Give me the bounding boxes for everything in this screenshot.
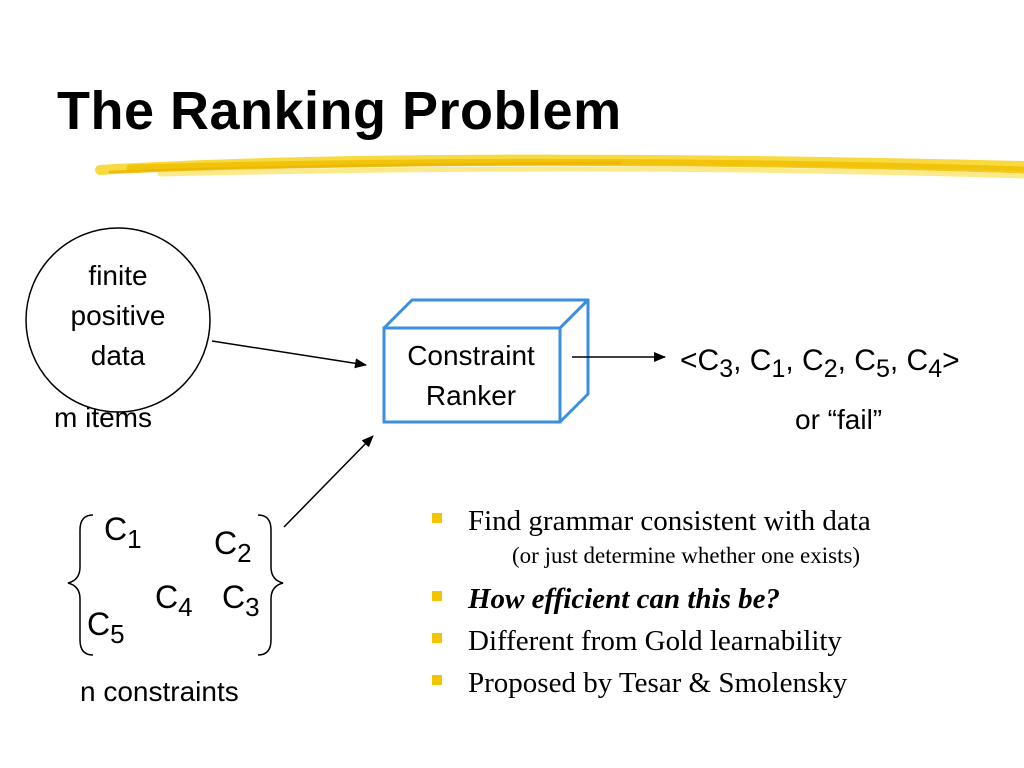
- bullet-subnote: (or just determine whether one exists): [512, 543, 861, 568]
- constraint-c1: $C_1$: [104, 511, 142, 554]
- input-circle-line: finite: [88, 260, 148, 291]
- arrow-data-to-ranker: [212, 341, 366, 365]
- ranker-label: [384, 336, 558, 416]
- bullet-list: [430, 500, 1010, 704]
- title-highlight-stroke: [100, 160, 1024, 176]
- bullet-item: Find grammar consistent with data: [430, 500, 1010, 542]
- constraint-c4: $C_4$: [155, 579, 193, 622]
- bullet-square-icon: [432, 591, 442, 601]
- bullet-item: How efficient can this be?: [430, 578, 1010, 620]
- constraints-caption: n constraints: [80, 676, 239, 707]
- constraint-c2: $C_2$: [214, 525, 252, 568]
- output-ranking: $<C_3$, $C_1$, $C_2$, $C_5$, $C_4>$: [680, 344, 960, 383]
- right-brace: [258, 515, 283, 655]
- bullet-square-icon: [432, 675, 442, 685]
- constraint-c3: $C_3$: [222, 579, 260, 622]
- bullet-square-icon: [432, 513, 442, 523]
- ranker-label-line: Ranker: [425, 380, 517, 411]
- ranker-label-line: Constraint: [407, 340, 535, 371]
- slide-title: The Ranking Problem: [57, 81, 622, 141]
- input-caption: m items: [54, 402, 152, 433]
- bullet-item: Different from Gold learnability: [430, 620, 1010, 662]
- input-circle-line: positive: [70, 300, 166, 331]
- bullet-item: Proposed by Tesar & Smolensky: [430, 662, 1010, 704]
- input-circle-line: data: [90, 340, 146, 371]
- arrow-constraints-to-ranker: [284, 436, 373, 527]
- input-circle-label: [30, 256, 206, 376]
- constraint-c5: $C_5$: [87, 606, 125, 649]
- bullet-square-icon: [432, 633, 442, 643]
- output-fail-label: or “fail”: [795, 404, 883, 435]
